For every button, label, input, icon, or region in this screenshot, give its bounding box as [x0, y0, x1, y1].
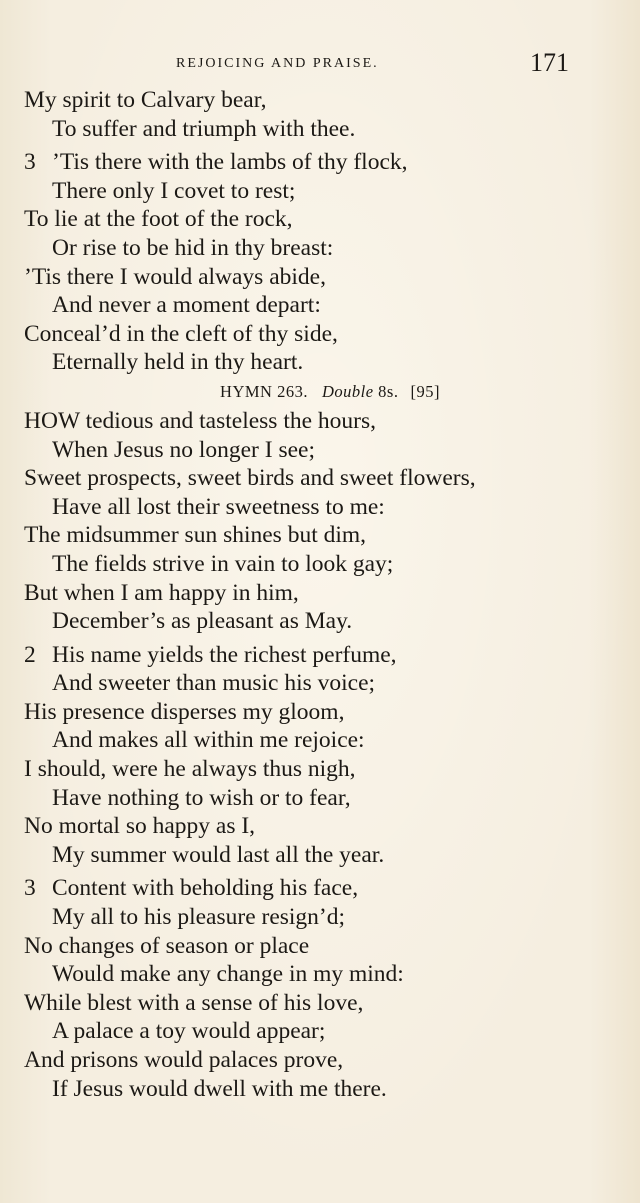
previous-hymn-stanza-3: [0, 148, 640, 377]
page-body: [0, 86, 640, 1103]
verse-line: December’s as pleasant as May.: [52, 608, 353, 635]
verse-line: To lie at the foot of the rock,: [24, 206, 293, 233]
verse-line: Have all lost their sweetness to me:: [52, 493, 385, 520]
verse-line: But when I am happy in him,: [24, 579, 299, 606]
stanza-number: 3: [24, 149, 36, 176]
verse-line: To suffer and triumph with thee.: [52, 115, 356, 142]
verse-text: His name yields the richest perfume,: [52, 641, 397, 668]
verse-text: ’Tis there with the lambs of thy flock,: [52, 149, 408, 176]
verse-line: I should, were he always thus nigh,: [24, 756, 356, 783]
hymn-meter-unit: 8s.: [378, 381, 399, 401]
hymn-label: HYMN 263.: [220, 381, 308, 401]
verse-line: Would make any change in my mind:: [52, 961, 404, 988]
verse-line: And never a moment depart:: [52, 292, 321, 319]
verse-line: And prisons would palaces prove,: [24, 1047, 344, 1073]
hymn-meter: Double: [321, 381, 374, 401]
verse-line-numbered: [0, 874, 640, 903]
page-header: [0, 48, 640, 78]
verse-line: If Jesus would dwell with me there.: [52, 1075, 387, 1102]
verse-line: And makes all within me rejoice:: [52, 727, 365, 754]
hymn-stanza-2: [0, 641, 640, 870]
verse-line: Or rise to be hid in thy breast:: [52, 234, 334, 261]
verse-line: Have nothing to wish or to fear,: [52, 784, 351, 811]
hymn-heading: [0, 377, 640, 407]
stanza-number: 3: [24, 875, 36, 902]
verse-line: Eternally held in thy heart.: [52, 349, 304, 376]
verse-line: My spirit to Calvary bear,: [24, 87, 267, 113]
verse-line: No changes of season or place: [24, 932, 310, 959]
verse-line: Sweet prospects, sweet birds and sweet flowers,: [24, 465, 476, 492]
verse-line: The midsummer sun shines but dim,: [24, 522, 367, 549]
stanza-number: 2: [24, 641, 36, 668]
verse-line: While blest with a sense of his love,: [24, 989, 364, 1016]
verse-text: Content with beholding his face,: [52, 875, 359, 902]
verse-line: Conceal’d in the cleft of thy side,: [24, 320, 338, 347]
verse-line: My summer would last all the year.: [52, 841, 385, 868]
hymn-tune-number: [95]: [410, 381, 440, 401]
page-number: 171: [530, 48, 569, 77]
running-title: REJOICING AND PRAISE.: [176, 56, 379, 71]
verse-line: There only I covet to rest;: [52, 177, 296, 204]
hymn-stanza-1: [0, 407, 640, 636]
verse-line: ’Tis there I would always abide,: [24, 263, 326, 290]
verse-line: A palace a toy would appear;: [52, 1018, 326, 1045]
verse-line-numbered: [0, 641, 640, 670]
verse-line: No mortal so happy as I,: [24, 813, 256, 840]
verse-line: When Jesus no longer I see;: [52, 436, 315, 463]
verse-line: My all to his pleasure resign’d;: [52, 904, 346, 931]
verse-line-numbered: [0, 148, 640, 177]
verse-line: And sweeter than music his voice;: [52, 670, 376, 697]
verse-line: The fields strive in vain to look gay;: [52, 550, 394, 577]
verse-line: His presence disperses my gloom,: [24, 698, 345, 725]
continuation-stanza: [0, 86, 640, 143]
verse-line: HOW tedious and tasteless the hours,: [24, 407, 377, 434]
hymn-stanza-3: [0, 874, 640, 1103]
